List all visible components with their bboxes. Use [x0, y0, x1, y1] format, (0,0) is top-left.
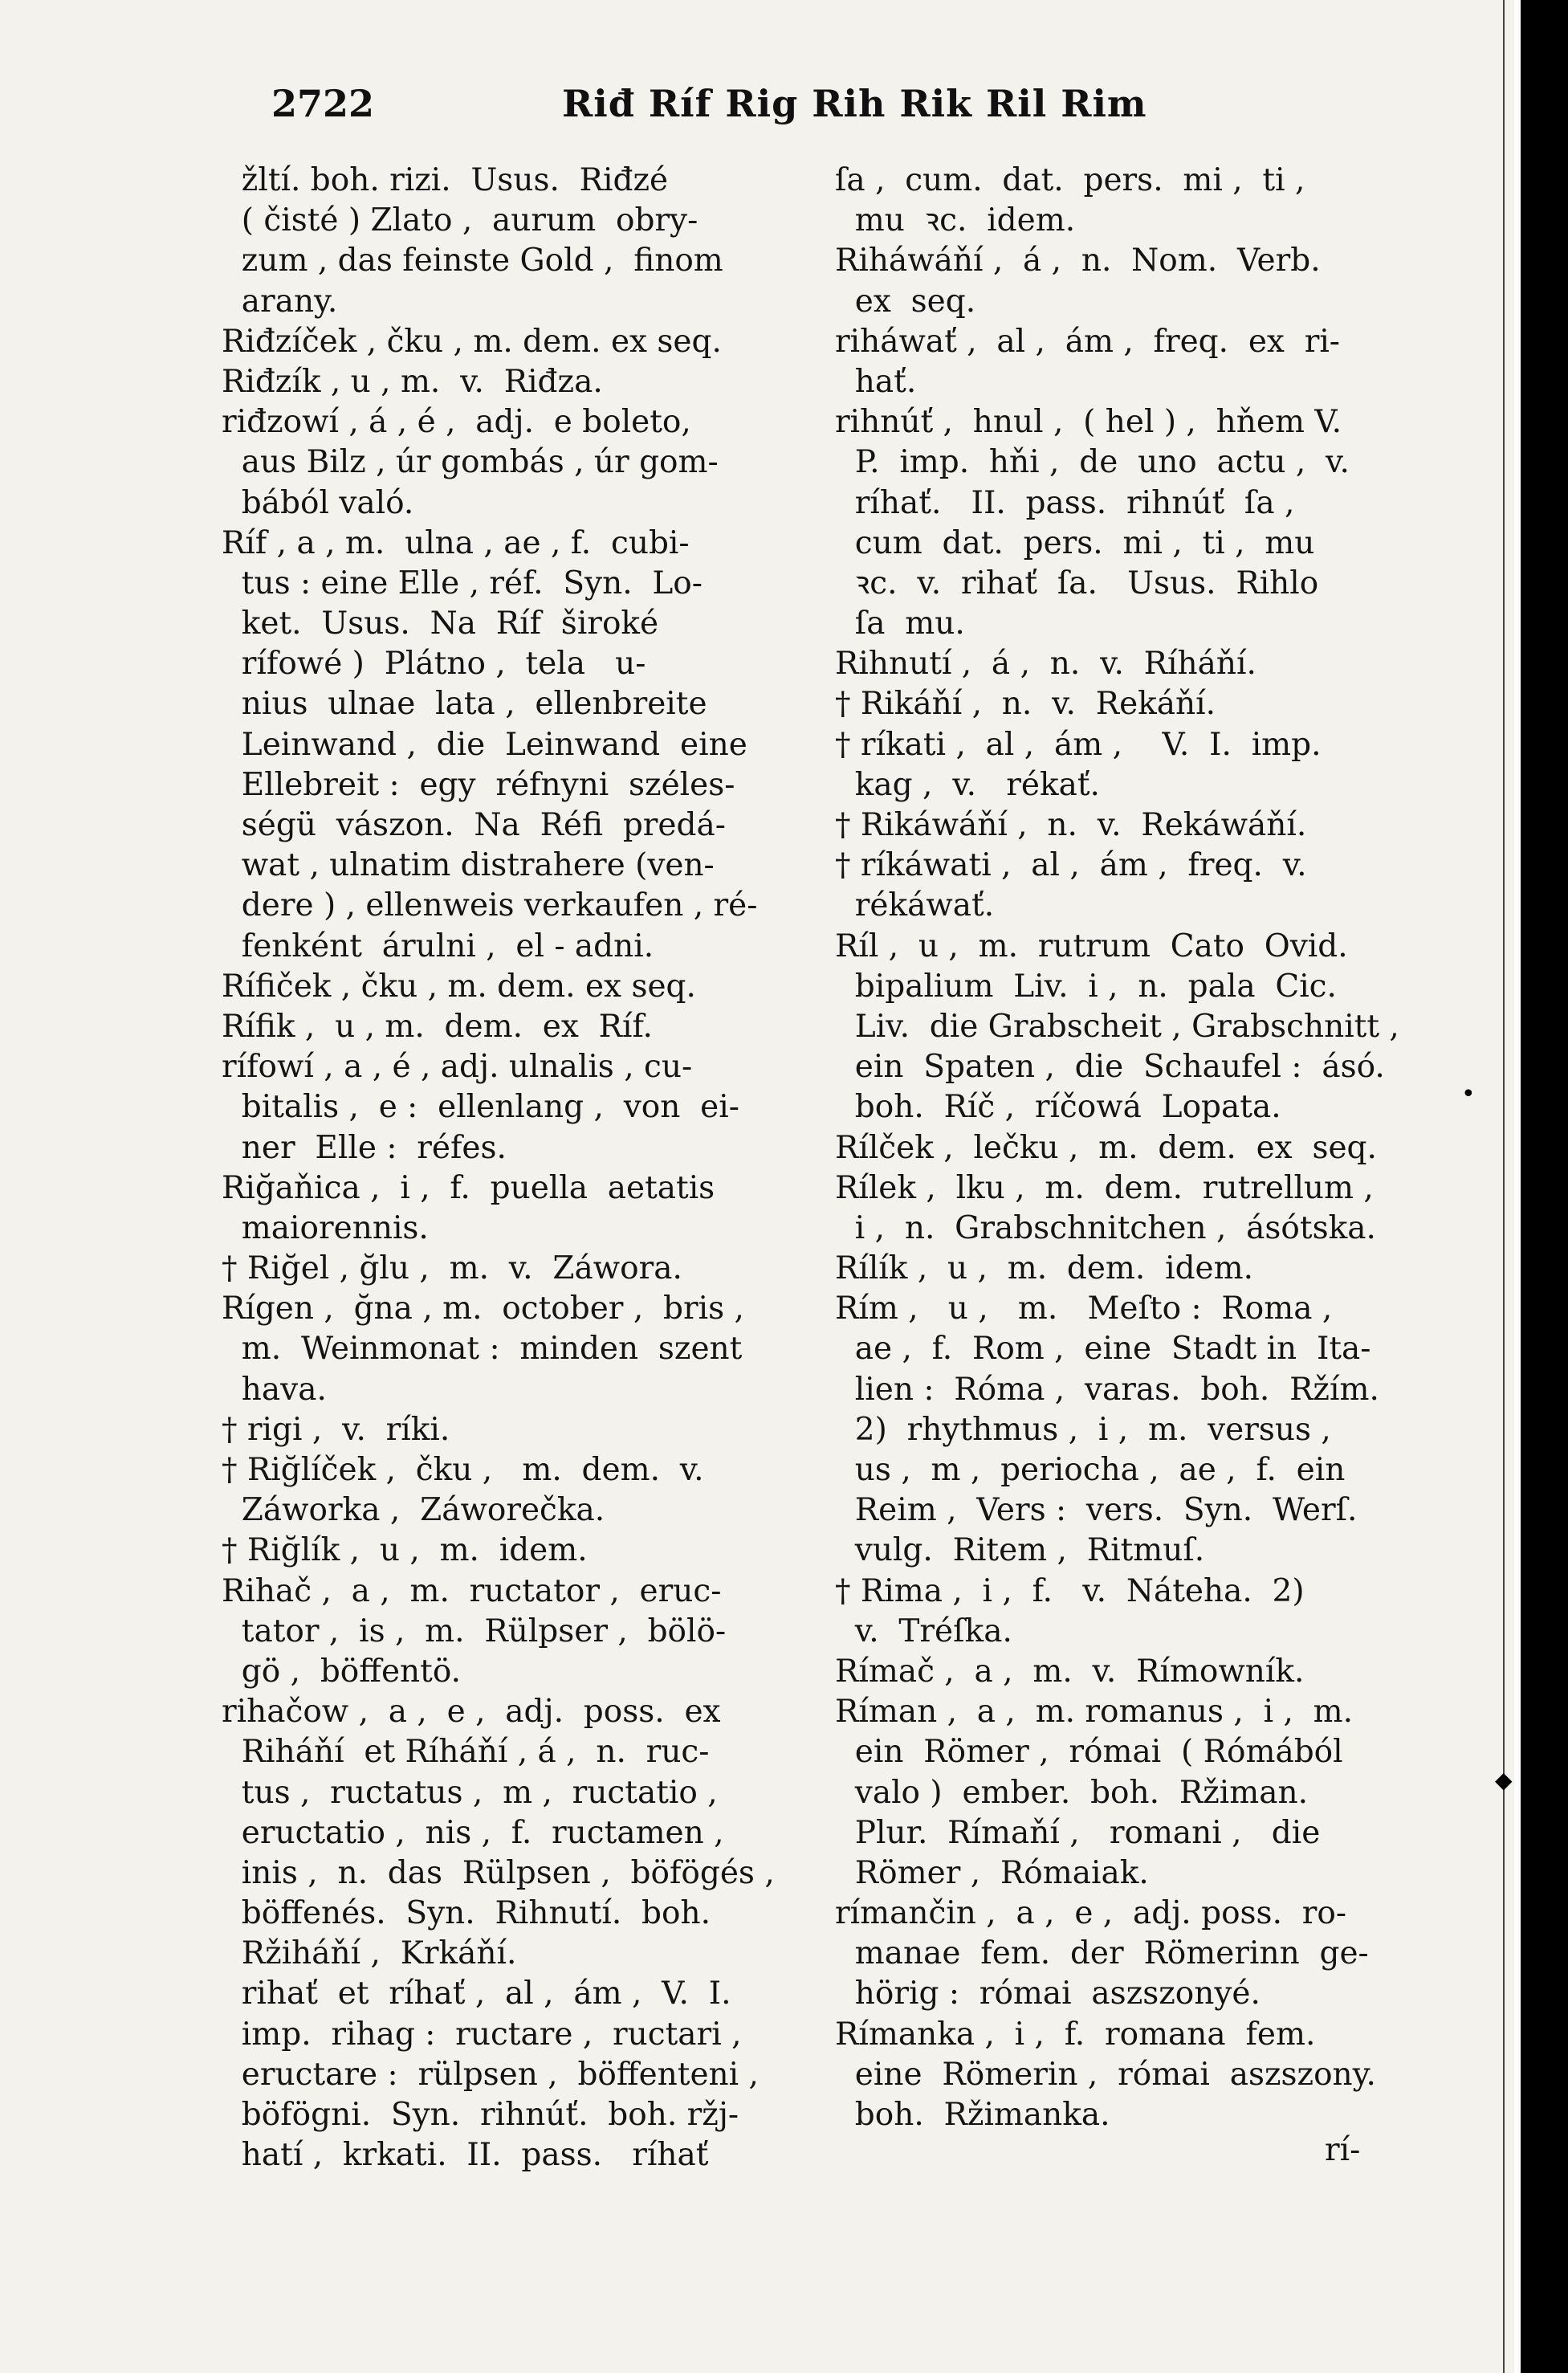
dictionary-line: ex seq. — [835, 283, 976, 320]
dictionary-line: arany. — [222, 283, 338, 320]
dictionary-line: rífowé ) Plátno , tela u- — [222, 646, 646, 683]
margin-mark: ◆ — [1495, 1767, 1513, 1793]
dictionary-line: lien : Róma , varas. boh. Ržím. — [835, 1371, 1379, 1408]
dictionary-line: Ríf , a , m. ulna , ae , f. cubi- — [222, 524, 690, 561]
dictionary-line: ríhať. II. pass. rihnúť ſa , — [835, 484, 1295, 521]
dictionary-line: rékáwať. — [835, 887, 995, 924]
dictionary-line: ségü vászon. Na Réfi predá- — [222, 807, 726, 843]
dictionary-line: Ellebreit : egy réfnyni széles- — [222, 766, 735, 803]
dictionary-line: rímančin , a , e , adj. poss. ro- — [835, 1895, 1347, 1932]
dictionary-line: Rím , u , m. Meſto : Roma , — [835, 1290, 1333, 1327]
dictionary-line: Liv. die Grabscheit , Grabschnitt , — [835, 1008, 1399, 1045]
dictionary-line: Rífik , u , m. dem. ex Ríf. — [222, 1008, 653, 1045]
dictionary-line: nius ulnae lata , ellenbreite — [222, 686, 707, 723]
dictionary-line: imp. rihag : ructare , ructari , — [222, 2016, 742, 2053]
page-number: 2722 — [271, 82, 375, 125]
dictionary-line: Riđzíček , čku , m. dem. ex seq. — [222, 323, 722, 360]
page-edge-line — [1503, 0, 1505, 2373]
catchword: rí- — [1325, 2132, 1361, 2168]
dictionary-line: Römer , Rómaiak. — [835, 1854, 1149, 1891]
dictionary-line: m. Weinmonat : minden szent — [222, 1331, 743, 1368]
dictionary-line: † Rikáwáňí , n. v. Rekáwáňí. — [835, 807, 1307, 843]
dictionary-line: hava. — [222, 1371, 327, 1408]
page-header — [0, 77, 1514, 141]
dictionary-line: Rígen , ğna , m. october , bris , — [222, 1290, 744, 1327]
dictionary-line: P. imp. hňi , de uno actu , v. — [835, 444, 1350, 481]
dictionary-line: Ríl , u , m. rutrum Cato Ovid. — [835, 928, 1348, 964]
dictionary-line: Ríman , a , m. romanus , i , m. — [835, 1694, 1354, 1731]
dictionary-line: riđzowí , á , é , adj. e boleto, — [222, 404, 691, 441]
dictionary-line: hörig : római aszszonyé. — [835, 1975, 1261, 2012]
dictionary-line: Rílík , u , m. dem. idem. — [835, 1250, 1253, 1287]
dictionary-line: böffenés. Syn. Rihnutí. boh. — [222, 1895, 711, 1932]
dictionary-line: manae fem. der Römerinn ge- — [835, 1935, 1369, 1972]
dictionary-line: i , n. Grabschnitchen , ásótska. — [835, 1209, 1376, 1246]
dictionary-line: us , m , periocha , ae , f. ein — [835, 1452, 1346, 1488]
dictionary-line: fenként árulni , el - adni. — [222, 928, 654, 964]
dictionary-line: kag , v. rékať. — [835, 766, 1100, 803]
dictionary-line: Rihač , a , m. ructator , eruc- — [222, 1572, 722, 1609]
dictionary-line: inis , n. das Rülpsen , böfögés , — [222, 1854, 775, 1891]
dictionary-line: Plur. Rímaňí , romani , die — [835, 1814, 1321, 1851]
dictionary-line: tus : eine Elle , réf. Syn. Lo- — [222, 565, 703, 601]
dictionary-line: eine Römerin , római aszszony. — [835, 2056, 1376, 2093]
dictionary-line: aus Bilz , úr gombás , úr gom- — [222, 444, 719, 481]
dictionary-line: rífowí , a , é , adj. ulnalis , cu- — [222, 1049, 693, 1086]
dictionary-line: boh. Ríč , ríčowá Lopata. — [835, 1089, 1281, 1126]
dictionary-line: hať. — [835, 363, 917, 400]
dictionary-line: Rihnutí , á , n. v. Ríháňí. — [835, 646, 1256, 683]
dictionary-line: Rílček , lečku , m. dem. ex seq. — [835, 1129, 1377, 1166]
dictionary-line: v. Tréſka. — [835, 1613, 1012, 1649]
dictionary-line: cum dat. pers. mi , ti , mu — [835, 524, 1315, 561]
dictionary-line: rihačow , a , e , adj. poss. ex — [222, 1694, 721, 1731]
dictionary-line: ein Spaten , die Schaufel : ásó. — [835, 1049, 1385, 1086]
dictionary-line: böfögni. Syn. rihnúť. boh. ržj- — [222, 2097, 739, 2133]
dictionary-line: Riháňí et Ríháňí , á , n. ruc- — [222, 1734, 710, 1771]
dictionary-line: Reim , Vers : vers. Syn. Werſ. — [835, 1492, 1358, 1529]
dictionary-line: vulg. Ritem , Ritmuſ. — [835, 1532, 1205, 1569]
dictionary-line: bipalium Liv. i , n. pala Cic. — [835, 968, 1337, 1005]
dictionary-line: rihať et ríhať , al , ám , V. I. — [222, 1975, 731, 2012]
dictionary-line: † Rima , i , f. v. Náteha. 2) — [835, 1572, 1305, 1609]
dictionary-line: ( čisté ) Zlato , aurum obry- — [222, 202, 698, 239]
dictionary-line: ae , f. Rom , eine Stadt in Ita- — [835, 1331, 1371, 1368]
dictionary-line: ꝛc. v. rihať ſa. Usus. Rihlo — [835, 565, 1319, 601]
dictionary-line: ſa , cum. dat. pers. mi , ti , — [835, 162, 1305, 198]
dictionary-line: rihnúť , hnul , ( hel ) , hňem V. — [835, 404, 1342, 441]
dictionary-line: Rímač , a , m. v. Rímowník. — [835, 1653, 1305, 1690]
dictionary-line: Záworka , Záworečka. — [222, 1492, 605, 1529]
dictionary-line: ket. Usus. Na Ríf široké — [222, 605, 659, 642]
dictionary-line: maiorennis. — [222, 1209, 429, 1246]
dictionary-line: Ržiháňí , Krkáňí. — [222, 1935, 517, 1972]
dictionary-line: † Riğlíček , čku , m. dem. v. — [222, 1452, 704, 1488]
dictionary-line: riháwať , al , ám , freq. ex ri- — [835, 323, 1340, 360]
dictionary-line: gö , böffentö. — [222, 1653, 462, 1690]
dictionary-line: zum , das feinste Gold , finom — [222, 243, 723, 279]
dictionary-line: 2) rhythmus , i , m. versus , — [835, 1411, 1331, 1448]
dictionary-line: eructatio , nis , f. ructamen , — [222, 1814, 724, 1851]
right-column — [835, 161, 1445, 2135]
dictionary-line: † Rikáňí , n. v. Rekáňí. — [835, 686, 1216, 723]
dictionary-line: Leinwand , die Leinwand eine — [222, 726, 747, 763]
dictionary-line: boh. Ržimanka. — [835, 2097, 1110, 2133]
dictionary-line: ſa mu. — [835, 605, 965, 642]
dictionary-line: tus , ructatus , m , ructatio , — [222, 1774, 718, 1811]
dictionary-line: bitalis , e : ellenlang , von ei- — [222, 1089, 739, 1126]
dictionary-line: wat , ulnatim distrahere (ven- — [222, 847, 715, 884]
running-title: Riđ Ríf Rig Rih Rik Ril Rim — [562, 82, 1147, 125]
dictionary-line: žltí. boh. rizi. Usus. Riđzé — [222, 162, 669, 198]
dictionary-line: mu ꝛc. idem. — [835, 202, 1076, 239]
dictionary-line: † rigi , v. ríki. — [222, 1411, 450, 1448]
dictionary-line: Rílek , lku , m. dem. rutrellum , — [835, 1169, 1374, 1206]
dictionary-line: ein Römer , római ( Rómából — [835, 1734, 1343, 1771]
dictionary-line: hatí , krkati. II. pass. ríhať — [222, 2137, 709, 2174]
dictionary-line: Riđzík , u , m. v. Riđza. — [222, 363, 603, 400]
dictionary-line: † Riğel , ğlu , m. v. Záwora. — [222, 1250, 682, 1287]
dictionary-line: bából való. — [222, 484, 414, 521]
dictionary-line: Rímanka , i , f. romana fem. — [835, 2016, 1316, 2053]
dictionary-line: † ríkati , al , ám , V. I. imp. — [835, 726, 1322, 763]
dictionary-line: eructare : rülpsen , böffenteni , — [222, 2056, 759, 2093]
dictionary-line: dere ) , ellenweis verkaufen , ré- — [222, 887, 758, 924]
dictionary-line: tator , is , m. Rülpser , bölö- — [222, 1613, 727, 1649]
dictionary-line: ner Elle : réfes. — [222, 1129, 507, 1166]
dictionary-line: Riğaňica , i , f. puella aetatis — [222, 1169, 715, 1206]
left-column — [222, 161, 816, 2175]
margin-mark: • — [1461, 1080, 1476, 1108]
dictionary-line: Riháwáňí , á , n. Nom. Verb. — [835, 243, 1321, 279]
dictionary-line: valo ) ember. boh. Ržiman. — [835, 1774, 1308, 1811]
page-right-edge — [1514, 0, 1521, 2373]
dictionary-line: † Riğlík , u , m. idem. — [222, 1532, 588, 1569]
dictionary-line: Ríﬁček , čku , m. dem. ex seq. — [222, 968, 696, 1005]
dictionary-line: † ríkáwati , al , ám , freq. v. — [835, 847, 1307, 884]
